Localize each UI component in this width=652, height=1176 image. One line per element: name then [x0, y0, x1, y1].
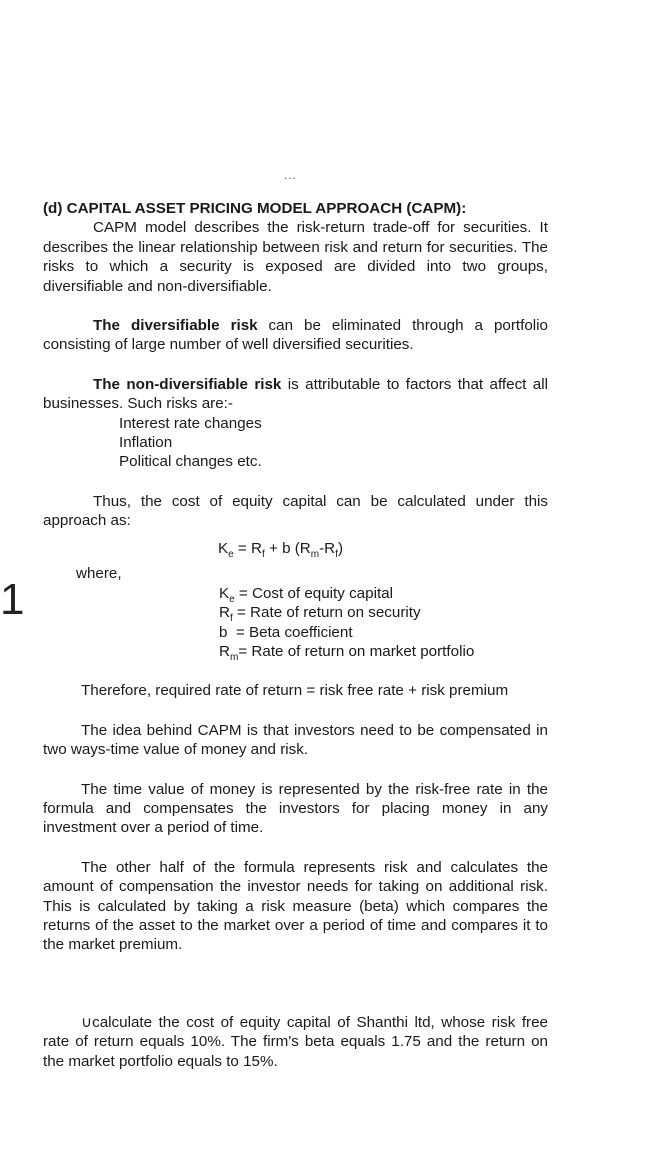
definition-rf: $R_f$ = Rate of return on security	[219, 604, 421, 625]
risk-item: Interest rate changes	[119, 414, 262, 432]
document-body	[43, 199, 548, 1071]
intro-paragraph: CAPM model describes the risk-return trade-off for securities. It describes the linear relationship between risk and return for securities. The risks to which a security is exposed are divided into two groups, diversifiable and non-diversifiable.	[43, 219, 548, 295]
diversifiable-term: The diversifiable risk	[93, 317, 258, 335]
non-diversifiable-text: is attributable to factors that affect all businesses. Such risks are:-	[43, 375, 548, 413]
thus-paragraph: Thus, the cost of equity capital can be calculated under this approach as:	[43, 492, 548, 530]
risk-item: Political changes etc.	[119, 453, 262, 471]
diversifiable-paragraph	[43, 316, 548, 355]
margin-number: 1	[0, 575, 25, 624]
formula-definitions	[43, 584, 548, 662]
risk-item: Inflation	[119, 434, 173, 452]
capm-formula-line	[43, 539, 548, 559]
diversifiable-text: can be eliminated through a portfolio consisting of large number of well diversified securities.	[43, 317, 548, 354]
time-value-paragraph: The time value of money is represented by the risk-free rate in the formula and compensates the investors for placing money in any investment over a period of time.	[43, 780, 548, 837]
page-number-mark: ...	[284, 168, 298, 182]
where-label: where,	[76, 564, 122, 582]
idea-paragraph: The idea behind CAPM is that investors need to be compensated in two ways-time value of money and risk.	[43, 721, 548, 759]
definition-ke: $K_e$ = Cost of equity capital	[219, 584, 393, 605]
exercise-paragraph: ∪calculate the cost of equity capital of Shanthi ltd, whose risk free rate of return equals 10%. The firm's beta equals 1.75 and the return on the market portfolio equals to 15%.	[43, 1013, 548, 1070]
non-diversifiable-term: The non-diversifiable risk	[93, 375, 282, 393]
therefore-paragraph: Therefore, required rate of return = risk free rate + risk premium	[81, 682, 509, 700]
risk-list	[43, 414, 548, 472]
definition-rm: $R_m=$ Rate of return on market portfolio	[219, 642, 475, 663]
where-line	[43, 564, 548, 584]
non-diversifiable-paragraph	[43, 375, 548, 414]
other-half-paragraph: The other half of the formula represents risk and calculates the amount of compensation the investor needs for taking on additional risk. This is calculated by taking a risk measure (beta) which compares the returns of the asset to the market over a period of time and compares it to the market premium.	[43, 858, 548, 954]
definition-b: b = Beta coefficient	[219, 623, 353, 641]
section-heading: (d) CAPITAL ASSET PRICING MODEL APPROACH (CAPM):	[43, 200, 467, 217]
capm-formula: $K_e = R_f + b$ $(R_m-R_f)$	[218, 539, 343, 560]
